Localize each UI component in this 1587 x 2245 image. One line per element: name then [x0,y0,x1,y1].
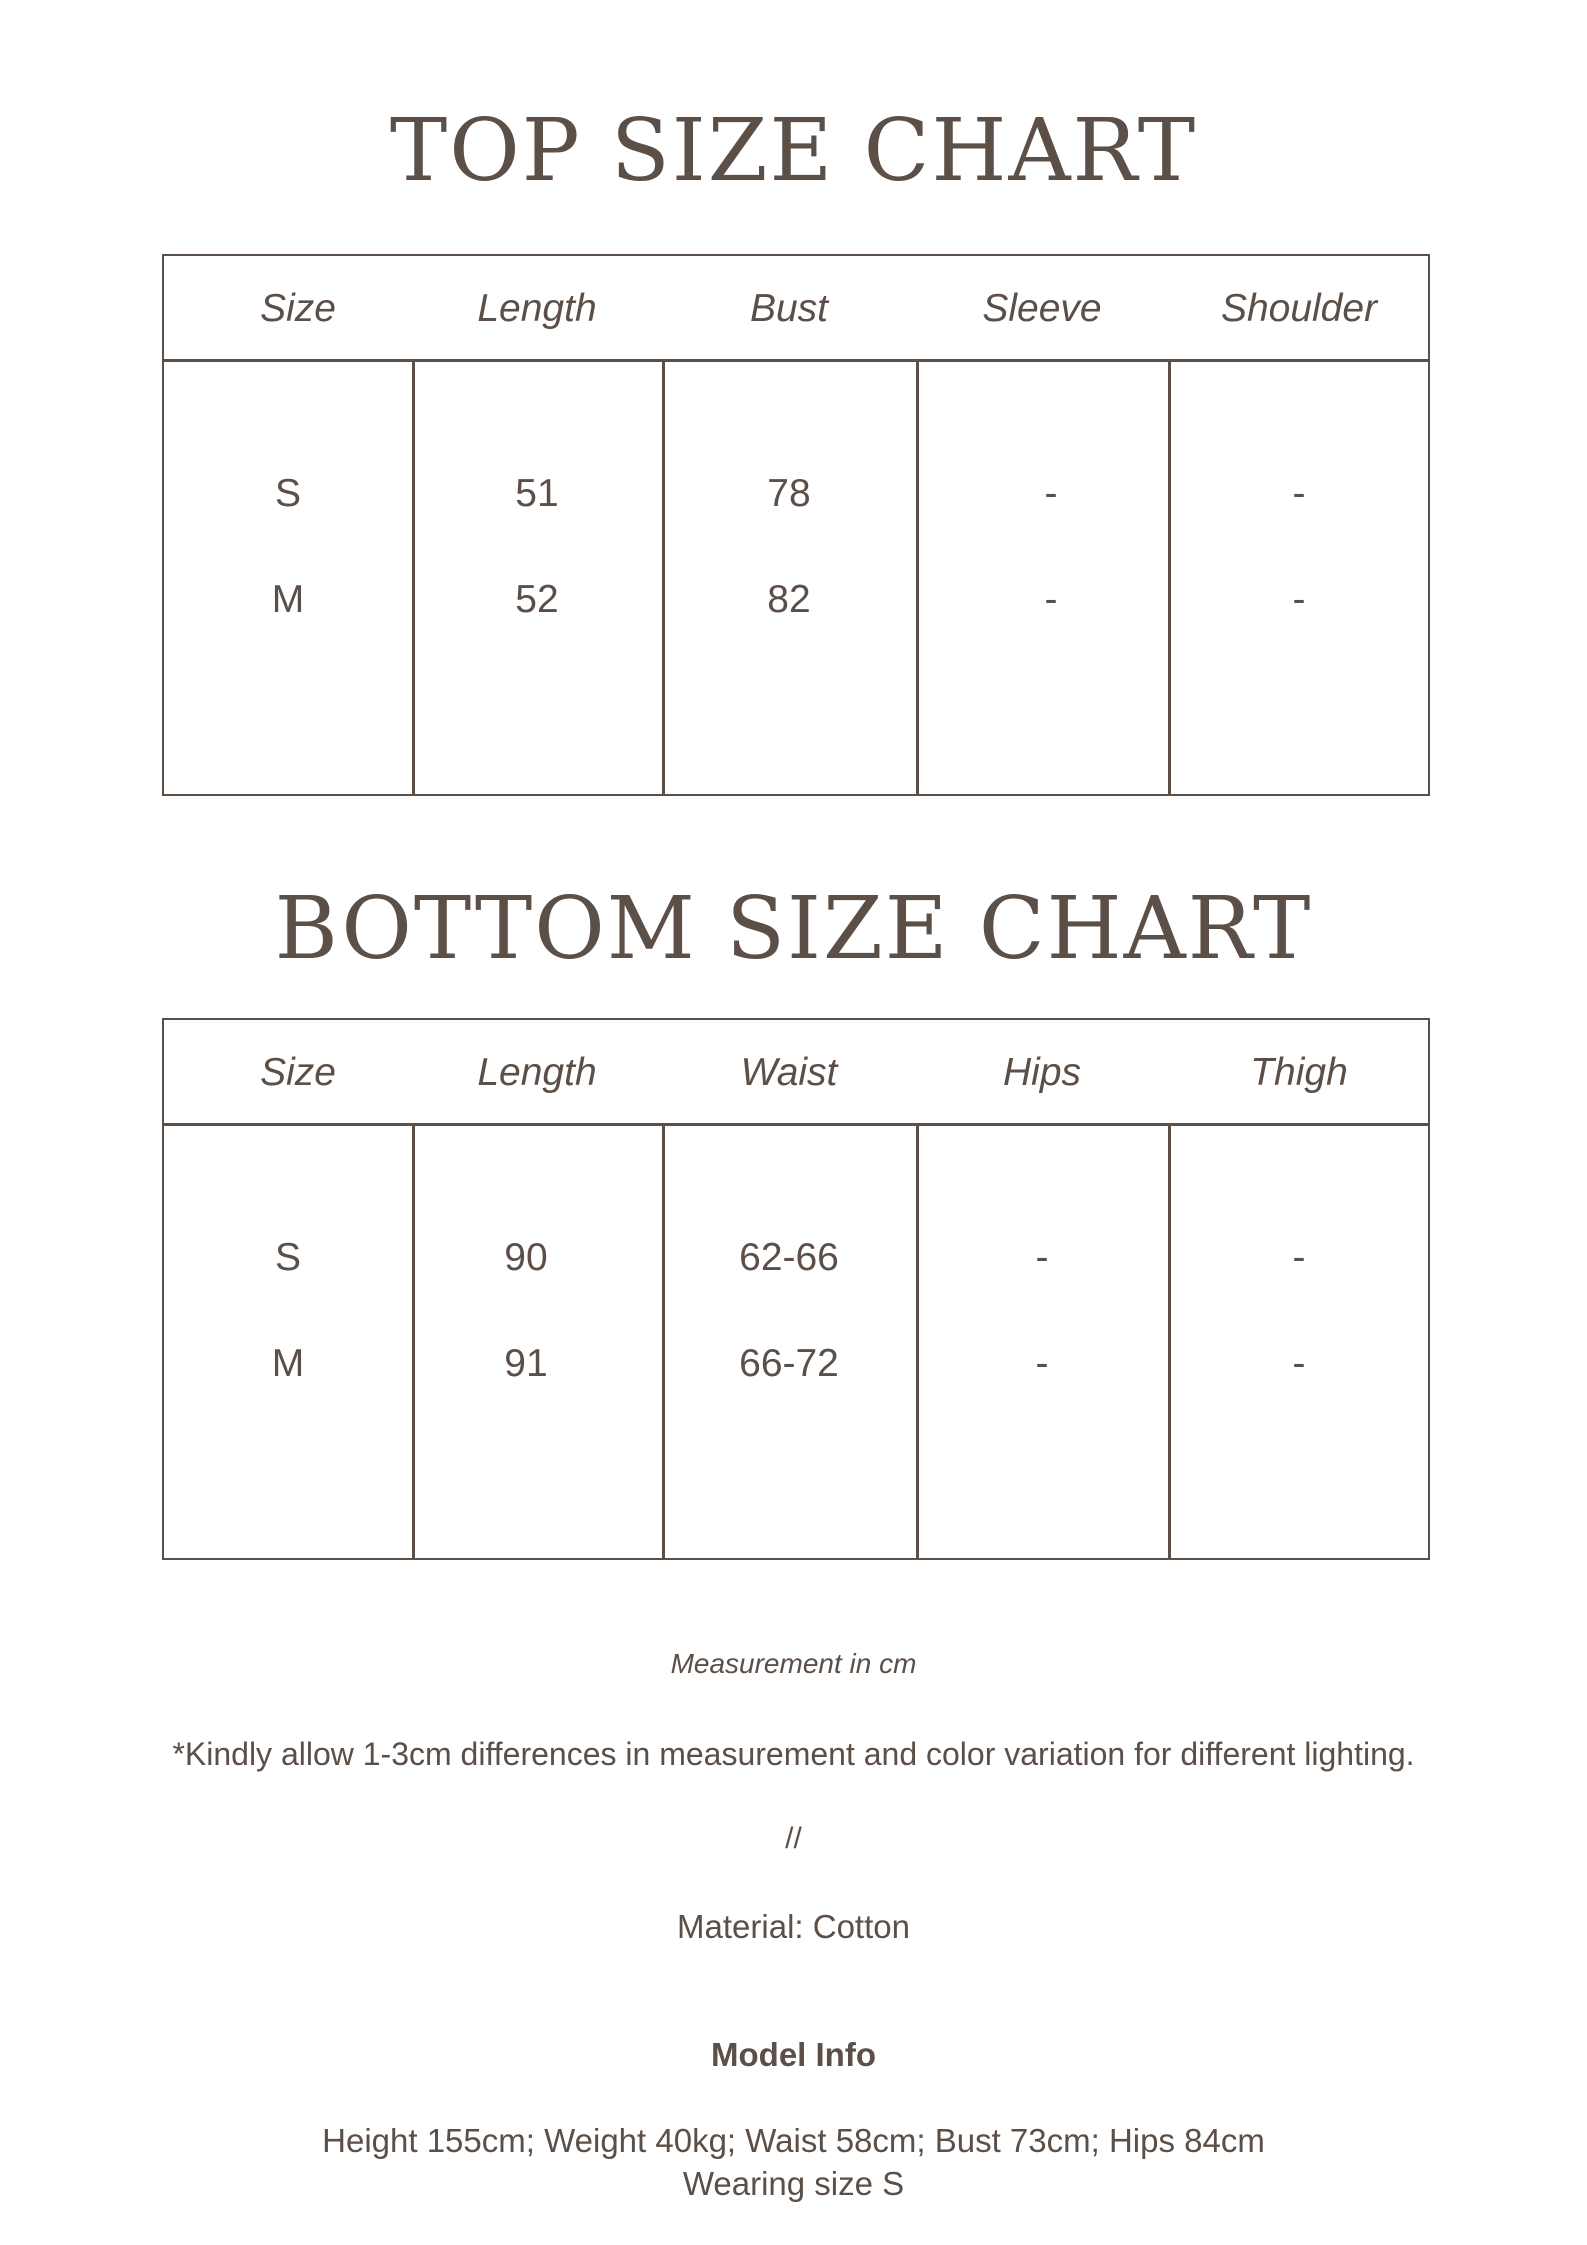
model-info-heading: Model Info [711,2036,876,2073]
cell-length: 51 [515,472,559,515]
top-chart-title: TOP SIZE CHART [389,101,1198,201]
header-length: Length [477,287,597,330]
table-header-row [164,1020,1428,1126]
cell-hips: - [1035,1236,1049,1279]
material-note: Material: Cotton [677,1908,910,1945]
table-header-row [164,256,1428,362]
header-bust: Bust [749,287,829,330]
disclaimer-note: *Kindly allow 1-3cm differences in measurement and color variation for different lighting. [172,1736,1415,1772]
model-size: Wearing size S [682,2165,905,2202]
cell-thigh: - [1292,1236,1306,1279]
cell-bust: 78 [767,472,811,515]
cell-hips: - [1035,1342,1049,1385]
cell-bust: 82 [767,578,811,621]
header-size: Size [260,1051,336,1094]
header-waist: Waist [740,1051,838,1094]
model-stats: Height 155cm; Weight 40kg; Waist 58cm; Bust 73cm; Hips 84cm [322,2122,1265,2159]
header-hips: Hips [1002,1051,1082,1094]
header-shoulder: Shoulder [1220,287,1378,330]
cell-thigh: - [1292,1342,1306,1385]
cell-size: M [271,1342,305,1385]
cell-sleeve: - [1044,472,1058,515]
header-length: Length [477,1051,597,1094]
bottom-chart-title: BOTTOM SIZE CHART [274,879,1313,979]
header-thigh: Thigh [1250,1051,1348,1094]
bottom-size-table [162,1018,1430,1560]
cell-size: M [271,578,305,621]
top-size-table [162,254,1430,796]
cell-length: 52 [515,578,559,621]
cell-waist: 66-72 [739,1342,839,1385]
cell-size: S [274,1236,301,1279]
cell-size: S [274,472,301,515]
cell-shoulder: - [1292,472,1306,515]
header-size: Size [260,287,336,330]
separator: // [785,1822,802,1855]
measurement-unit-note: Measurement in cm [670,1648,917,1679]
cell-shoulder: - [1292,578,1306,621]
cell-waist: 62-66 [739,1236,839,1279]
cell-length: 91 [504,1342,548,1385]
cell-sleeve: - [1044,578,1058,621]
header-sleeve: Sleeve [982,287,1102,330]
cell-length: 90 [504,1236,548,1279]
